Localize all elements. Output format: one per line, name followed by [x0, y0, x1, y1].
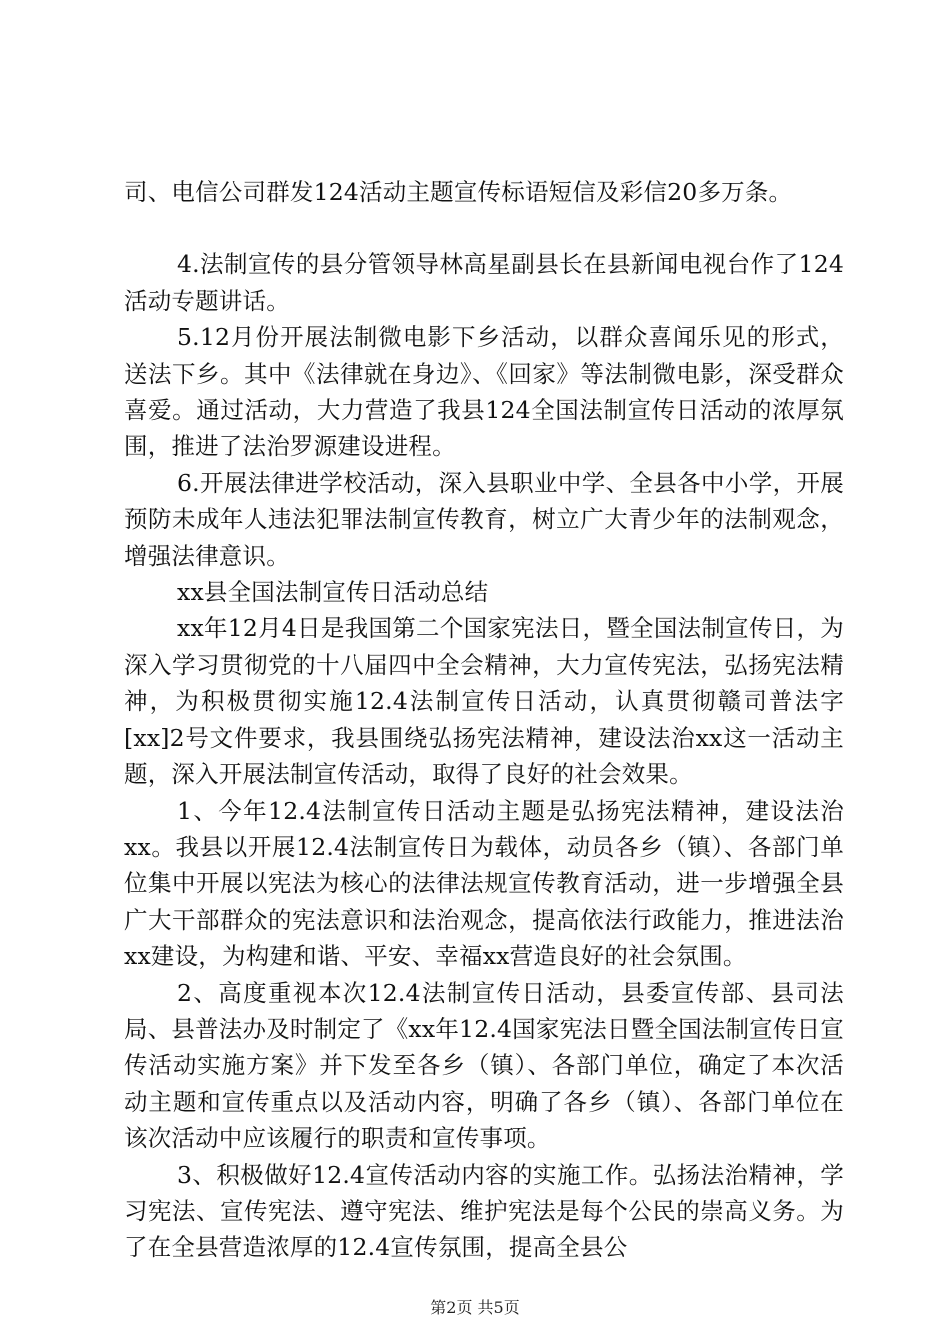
- section-title: xx县全国法制宣传日活动总结: [177, 578, 489, 607]
- paragraph-intro: xx年12月4日是我国第二个国家宪法日，暨全国法制宣传日，为深入学习贯彻党的十八届四中全会精神，大力宣传宪法，弘扬宪法精神，为积极贯彻实施12.4法制宣传日活动，认真贯彻赣司普法字[xx]2号文件要求，我县围绕弘扬宪法精神，建设法治xx这一活动主题，深入开展法制宣传活动，取得了良好的社会效果。: [124, 614, 844, 789]
- paragraph-point-3: 3、积极做好12.4宣传活动内容的实施工作。弘扬法治精神，学习宪法、宣传宪法、遵守宪法、维护宪法是每个公民的崇高义务。为了在全县营造浓厚的12.4宣传氛围，提高全县公: [124, 1160, 844, 1262]
- paragraph-continuation: 司、电信公司群发124活动主题宣传标语短信及彩信20多万条。: [124, 178, 793, 206]
- paragraph-item-4: 4.法制宣传的县分管领导林高星副县长在县新闻电视台作了124活动专题讲话。: [124, 250, 844, 315]
- paragraph-point-2: 2、高度重视本次12.4法制宣传日活动，县委宣传部、县司法局、县普法办及时制定了《xx年12.4国家宪法日暨全国法制宣传日宣传活动实施方案》并下发至各乡（镇）、各部门单位，确定了本次活动主题和宣传重点以及活动内容，明确了各乡（镇）、各部门单位在该次活动中应该履行的职责和宣传事项。: [124, 978, 844, 1153]
- paragraph-item-5: 5.12月份开展法制微电影下乡活动，以群众喜闻乐见的形式，送法下乡。其中《法律就在身边》、《回家》等法制微电影，深受群众喜爱。通过活动，大力营造了我县124全国法制宣传日活动的浓厚氛围，推进了法治罗源建设进程。: [124, 323, 844, 461]
- paragraph-point-1: 1、今年12.4法制宣传日活动主题是弘扬宪法精神，建设法治xx。我县以开展12.4法制宣传日为载体，动员各乡（镇）、各部门单位集中开展以宪法为核心的法律法规宣传教育活动，进一步增强全县广大干部群众的宪法意识和法治观念，提高依法行政能力，推进法治xx建设，为构建和谐、平安、幸福xx营造良好的社会氛围。: [124, 796, 844, 971]
- paragraph-item-6: 6.开展法律进学校活动，深入县职业中学、全县各中小学，开展预防未成年人违法犯罪法制宣传教育，树立广大青少年的法制观念，增强法律意识。: [124, 468, 844, 570]
- page-number-footer: 第2页 共5页: [430, 1298, 520, 1317]
- document-body: [124, 174, 844, 1266]
